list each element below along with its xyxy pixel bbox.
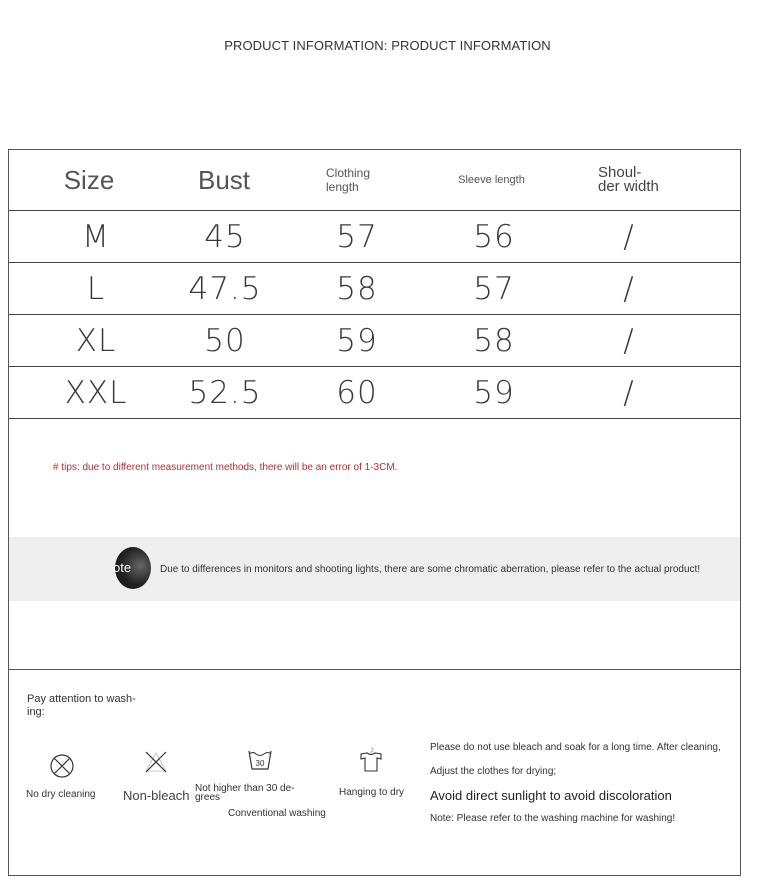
washing-heading-line1: Pay attention to wash- [27,693,136,705]
header-size: Size [63,164,115,195]
care-instruction-1: Please do not use bleach and soak for a long time. After cleaning, [430,742,721,753]
cell-shoulder: / [623,322,635,359]
cell-sleeve: 56 [473,218,515,255]
cell-shoulder: / [623,218,635,255]
table-row [9,263,740,315]
header-clothing-length-line2: length [326,180,359,194]
no-dry-clean-label: No dry cleaning [26,789,96,800]
wash-temp-line2: grees [195,792,221,803]
cell-length: 59 [336,322,378,359]
page-title: PRODUCT INFORMATION: PRODUCT INFORMATION [224,38,551,53]
cell-size: M [82,218,110,255]
cell-length: 58 [336,270,378,307]
conventional-washing-label: Conventional washing [228,808,326,819]
table-header-row [9,150,740,211]
header-bust: Bust [197,164,251,195]
cell-bust: 45 [204,218,246,255]
header-clothing-length [326,150,416,210]
size-table [9,150,740,419]
cell-length: 60 [336,374,378,411]
wash-temp-label [195,784,295,802]
care-instruction-4: Note: Please refer to the washing machine for washing! [430,813,676,824]
cell-sleeve: 58 [473,322,515,359]
header-clothing-length-line1: Clothing [326,166,371,180]
cell-sleeve: 59 [473,374,515,411]
care-instruction-3: Avoid direct sunlight to avoid discoloration [430,788,672,803]
hanging-dry-icon [358,746,384,779]
cell-bust: 52.5 [188,374,262,411]
note-text: Due to differences in monitors and shooting lights, there are some chromatic aberration, please refer to the actual product! [160,564,701,575]
measurement-tip: # tips: due to different measurement methods, there will be an error of 1-3CM. [53,462,398,473]
cell-size: XXL [64,374,128,411]
note-banner [9,537,740,601]
section-divider [9,669,740,670]
hanging-dry-label: Hanging to dry [339,787,405,798]
wash-30-icon [247,748,273,777]
cell-size: L [86,270,106,307]
table-row [9,211,740,263]
no-dry-clean-icon [49,753,75,784]
note-badge-icon [115,547,151,589]
cell-shoulder: / [623,374,635,411]
header-shoulder-line1: Shoul- [598,164,642,181]
table-row [9,315,740,367]
header-shoulder-width [598,150,708,210]
cell-length: 57 [336,218,378,255]
non-bleach-label: Non-bleach [123,788,190,803]
cell-shoulder: / [623,270,635,307]
note-badge-text: ote [113,560,132,575]
wash-30-number: 30 [255,759,265,768]
non-bleach-icon [144,750,168,779]
cell-bust: 50 [204,322,246,359]
cell-bust: 47.5 [188,270,262,307]
product-info-frame [8,149,741,876]
table-row [9,367,740,419]
header-shoulder-line2: der width [598,178,659,195]
header-sleeve-length: Sleeve length [458,174,525,186]
washing-heading [27,693,147,719]
care-instruction-2: Adjust the clothes for drying; [430,766,557,777]
wash-temp-line1: Not higher than 30 de- [195,783,295,794]
cell-sleeve: 57 [473,270,515,307]
washing-heading-line2: ing: [27,706,45,718]
cell-size: XL [75,322,117,359]
